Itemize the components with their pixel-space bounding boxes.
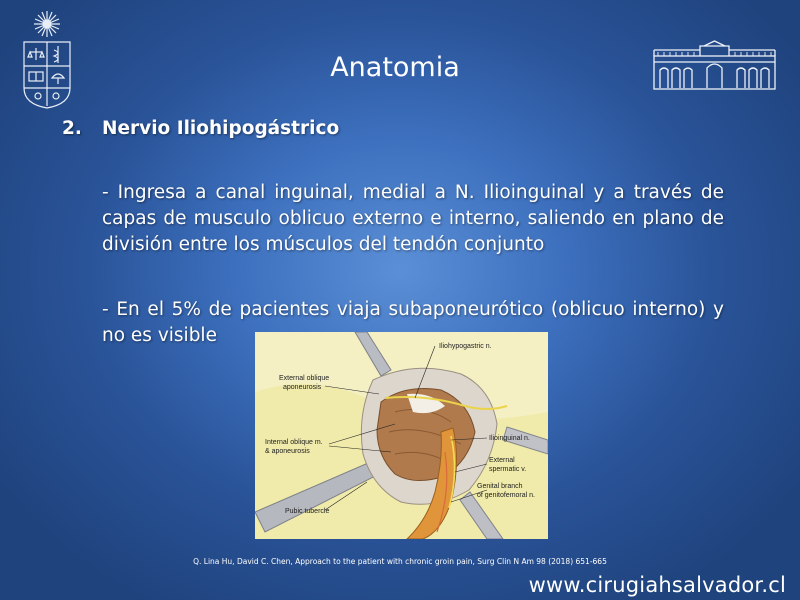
label-ilioinguinal: Ilioinguinal n. <box>489 435 530 442</box>
paragraph-1: - Ingresa a canal inguinal, medial a N. Ilioinguinal y a través de capas de musculo oblicuo externo e interno, saliendo en plano de división entre los músculos del tendón conjunto <box>102 182 724 255</box>
label-iliohypogastric: Iliohypogastric n. <box>439 343 492 350</box>
heading-text: Nervio Iliohipogástrico <box>102 118 340 139</box>
label-external-spermatic: External <box>489 457 515 464</box>
heading-number: 2. <box>62 118 82 139</box>
paragraph-2: - En el 5% de pacientes viaja subaponeurótico (oblicuo interno) y no es visible <box>102 299 724 346</box>
anatomy-drawing <box>255 332 548 539</box>
label-external-spermatic-2: spermatic v. <box>489 466 527 473</box>
label-genital-branch-2: of genitofemoral n. <box>477 492 535 499</box>
anatomy-illustration <box>255 332 548 539</box>
label-internal-oblique: Internal oblique m. <box>265 439 323 446</box>
label-external-oblique: External oblique <box>279 375 330 382</box>
label-external-oblique-2: aponeurosis <box>283 384 322 391</box>
label-genital-branch: Genital branch <box>477 483 523 490</box>
website-url: www.cirugiahsalvador.cl <box>528 573 786 597</box>
slide-title: Anatomia <box>330 52 460 83</box>
label-internal-oblique-2: & aponeurosis <box>265 448 310 455</box>
label-pubic-tubercle: Pubic tubercle <box>285 508 330 515</box>
section-heading <box>62 118 339 139</box>
citation: Q. Lina Hu, David C. Chen, Approach to the patient with chronic groin pain, Surg Clin N Am 98 (2018) 651-665 <box>193 557 607 566</box>
